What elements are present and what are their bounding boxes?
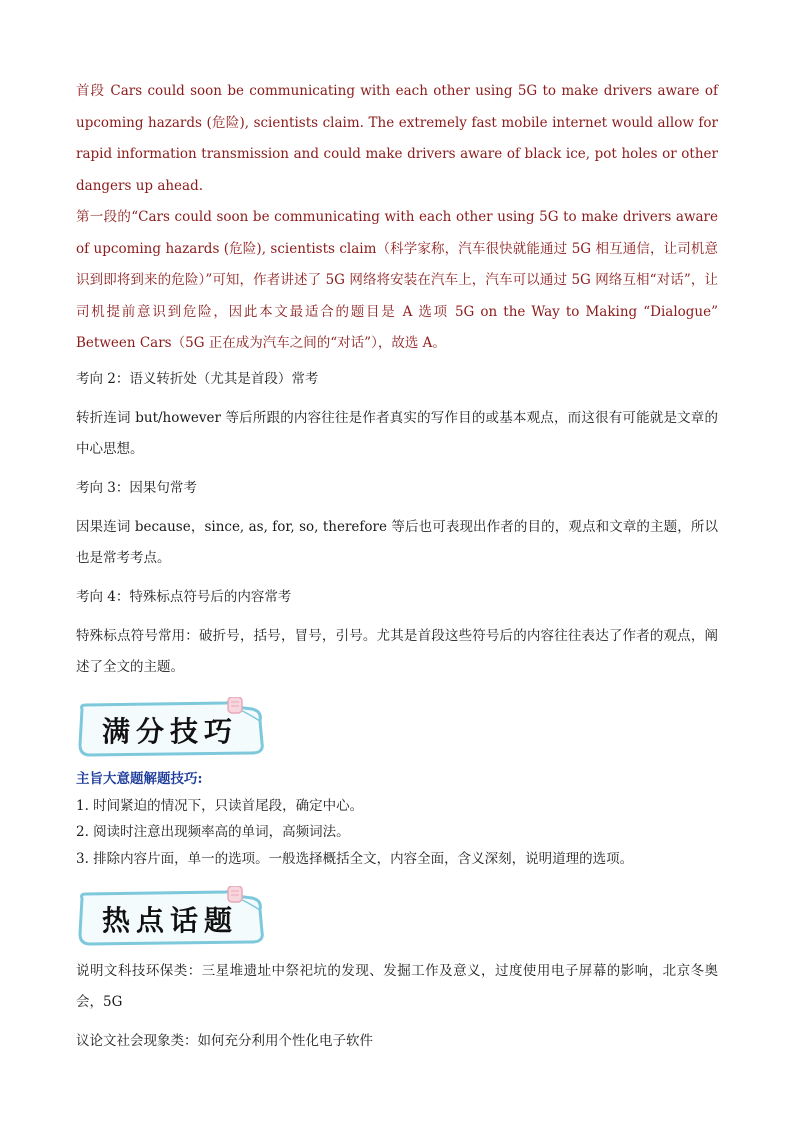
analysis-paragraph: 第一段的“Cars could soon be communicating with each other using 5G to make drivers aware of upcoming hazards (危险), scientists claim（科学家称，汽车很快就能通过 5G 相互通信，让司机意识到即将到来的危险）”可知，作者讲述了 5G 网络将安装在汽车上，汽车可以通过 5G 网络互相“对话”，让司机提前意识到危险，因此本文最适合的题目是 A 选项 5G on the Way to Making “Dialogue” Between Cars（5G 正在成为汽车之间的“对话”），故选 A。 — [76, 209, 718, 351]
tips-item-1: 1. 时间紧迫的情况下，只读首尾段，确定中心。 — [76, 797, 364, 814]
banner-hot-topics — [76, 886, 270, 946]
section-heading-3: 考向 3：因果句常考 — [76, 479, 197, 496]
intro-paragraph: 首段 Cars could soon be communicating with each other using 5G to make drivers aware of upcoming hazards (危险), scientists claim. The extremely fast mobile internet would allow for rapid information transmission and could make drivers aware of black ice, pot holes or other dangers up ahead. — [76, 83, 718, 194]
banner-full-score-tips — [76, 697, 270, 757]
section-heading-2: 考向 2：语义转折处（尤其是首段）常考 — [76, 370, 319, 387]
section-heading-4: 考向 4：特殊标点符号后的内容常考 — [76, 588, 292, 605]
tips-title: 主旨大意题解题技巧: — [76, 770, 203, 787]
hot-topic-argumentative: 议论文社会现象类：如何充分利用个性化电子软件 — [76, 1033, 373, 1049]
section-body-4: 特殊标点符号常用：破折号，括号，冒号，引号。尤其是首段这些符号后的内容往往表达了作者的观点，阐述了全文的主题。 — [76, 627, 718, 675]
section-body-3: 因果连词 because，since, as, for, so, therefore 等后也可表现出作者的目的，观点和文章的主题，所以也是常考考点。 — [76, 518, 718, 566]
hot-topic-expository: 说明文科技环保类：三星堆遗址中祭祀坑的发现、发掘工作及意义，过度使用电子屏幕的影响，北京冬奥会，5G — [76, 963, 718, 1010]
banner-title: 满分技巧 — [102, 714, 239, 748]
banner-title: 热点话题 — [102, 904, 239, 937]
section-body-2: 转折连词 but/however 等后所跟的内容往往是作者真实的写作目的或基本观点，而这很有可能就是文章的中心思想。 — [76, 409, 718, 457]
document-page — [76, 76, 718, 1057]
tips-item-2: 2. 阅读时注意出现频率高的单词，高频词法。 — [76, 824, 350, 840]
tips-item-3: 3. 排除内容片面，单一的选项。一般选择概括全文，内容全面，含义深刻，说明道理的选项。 — [76, 850, 634, 867]
